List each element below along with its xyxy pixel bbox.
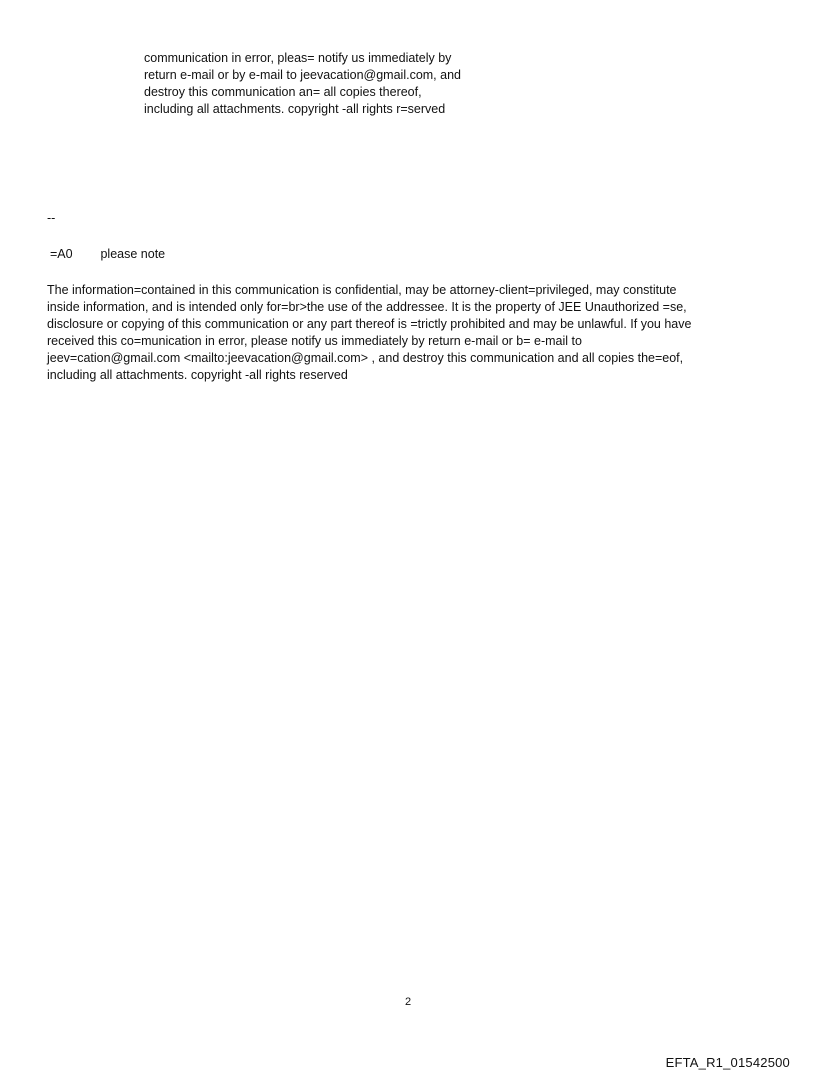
disclaimer-line: jeev=cation@gmail.com <mailto:jeevacation@gmail.com> , and destroy this communication and all copies the=eof, xyxy=(47,351,684,365)
disclaimer-line: The information=contained in this communication is confidential, may be attorney-client=privileged, may constitute xyxy=(47,283,677,297)
note-label: please note xyxy=(100,247,166,261)
signature-separator: -- xyxy=(47,211,56,225)
quoted-line: return e-mail or by e-mail to jeevacation@gmail.com, and xyxy=(144,68,461,82)
disclaimer-paragraph xyxy=(47,282,777,384)
note-code: =A0 xyxy=(50,247,73,261)
note-row xyxy=(50,246,165,263)
disclaimer-line: including all attachments. copyright -all rights reserved xyxy=(47,368,348,382)
quoted-line: destroy this communication an= all copies thereof, xyxy=(144,85,422,99)
disclaimer-line: inside information, and is intended only for=br>the use of the addressee. It is the property of JEE Unauthorized =se, xyxy=(47,300,687,314)
quoted-disclaimer-block xyxy=(144,50,564,118)
document-id: EFTA_R1_01542500 xyxy=(665,1055,790,1070)
quoted-line: including all attachments. copyright -all rights r=served xyxy=(144,102,446,116)
disclaimer-line: received this co=munication in error, please notify us immediately by return e-mail or b= e-mail to xyxy=(47,334,582,348)
disclaimer-line: disclosure or copying of this communication or any part thereof is =trictly prohibited and may be unlawful. If you have xyxy=(47,317,692,331)
page-number: 2 xyxy=(404,996,412,1008)
quoted-line: communication in error, pleas= notify us immediately by xyxy=(144,51,452,65)
